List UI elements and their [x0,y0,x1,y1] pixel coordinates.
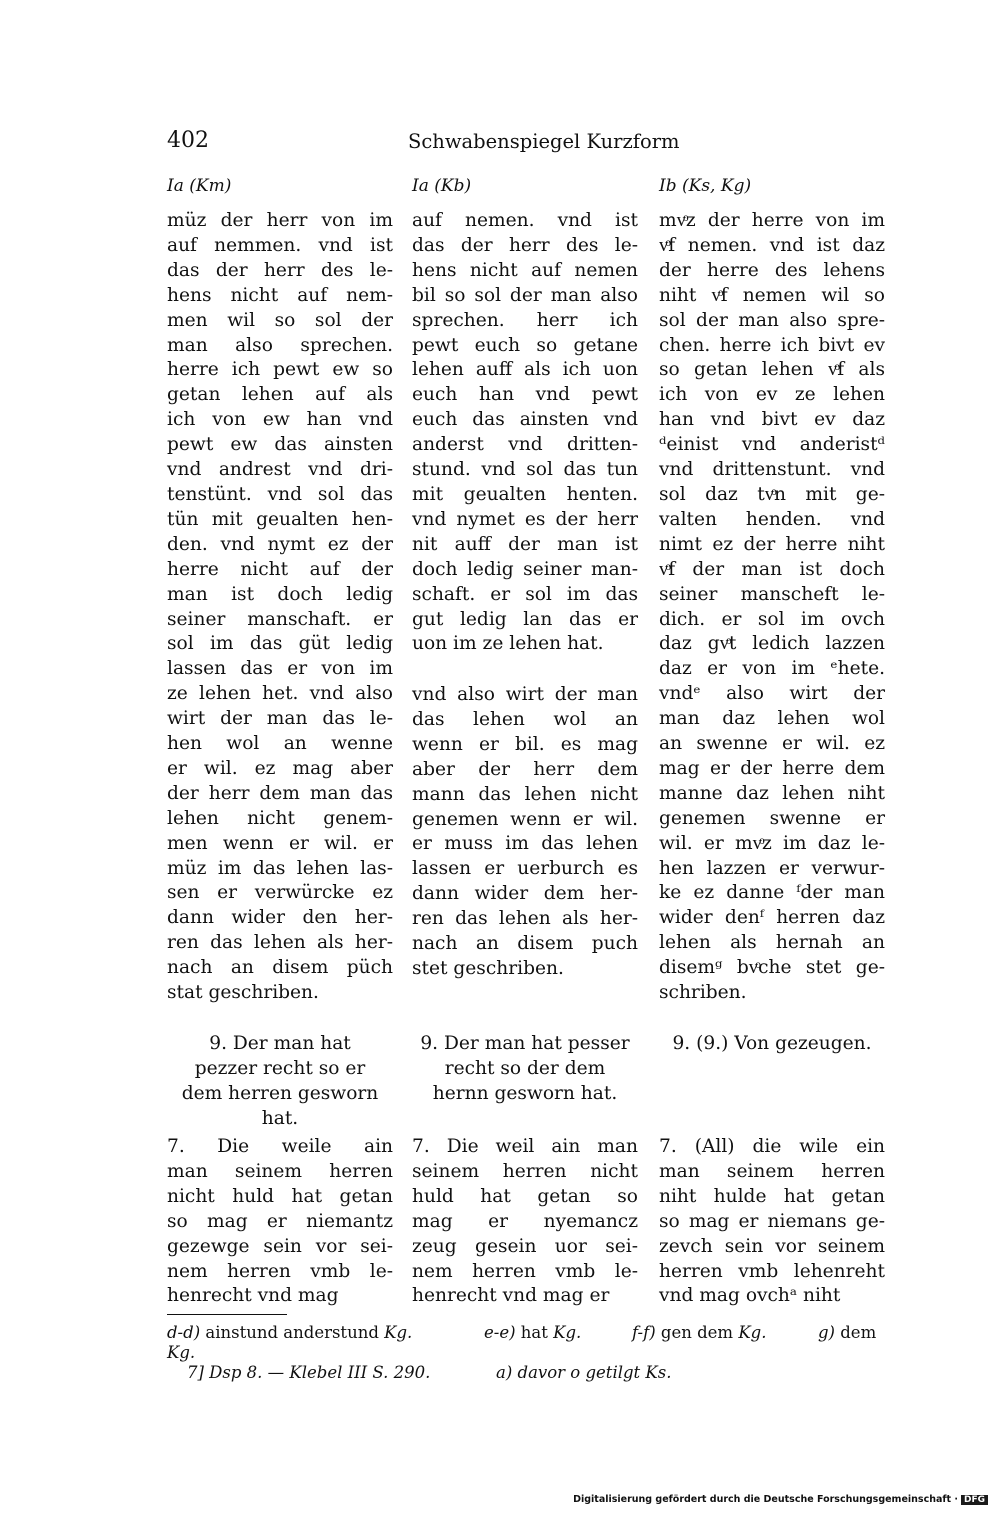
footnote-ff [632,1323,766,1342]
text-line: hen lazzen er verwur- [659,857,885,879]
text-line: dich. er sol im ovch [659,608,885,630]
text-line: euch han vnd pewt [412,384,638,406]
text-line: bil so sol der man also [412,284,638,306]
text-line: valten henden. vnd [659,508,885,530]
footnote-label: e-e) [484,1323,516,1342]
text-line: ren das lehen als her- [412,908,638,930]
text-line: nit auff der man ist [412,533,638,555]
text-line: müz im das lehen las- [167,857,393,879]
text-line: pewt ew das ainsten [167,434,393,456]
text-line: mit geualten henten. [412,483,638,505]
text-line: er wil. ez mag aber [167,757,393,779]
text-line: wenn er bil. es mag [412,733,638,755]
footnote-source-reference: 7] Dsp 8. — Klebel III S. 290. [187,1363,431,1382]
text-line: nimt ez der herre niht [659,533,885,555]
footnote-text: dem [840,1323,877,1342]
text-line: vnd andrest vnd dri- [167,459,393,481]
text-line: nach an disem püch [167,957,393,979]
text-line: getan lehen auf als [167,384,393,406]
text-line: han vnd bivt ev daz [659,409,885,431]
text-line: niht vͦf nemen wil so [659,284,885,306]
text-line: das lehen wol an [412,708,638,730]
text-line: nicht huld hat getan [167,1185,393,1207]
text-line: man seinem herren [167,1160,393,1182]
text-line: das der herr des le- [167,259,393,281]
footnote-siglum: Kg. [384,1323,413,1342]
text-line: mag er nyemancz [412,1210,638,1232]
text-line: ren das lehen als her- [167,932,393,954]
text-line: herre ich pewt ew so [167,359,393,381]
text-line: hat. [261,1107,299,1129]
text-line: den. vnd nymt ez der [167,533,393,555]
text-line: lassen er uerburch es [412,858,638,880]
text-line: so mag er niemantz [167,1210,393,1232]
column-heading-c: Ib (Ks, Kg) [659,176,752,196]
text-line: müz der herr von im [167,210,393,231]
text-line: euch das ainsten vnd [412,409,638,431]
text-line: 9. Der man hat [209,1033,351,1054]
running-title: Schwabenspiegel Kurzform [408,130,680,153]
text-line: dann wider dem her- [412,883,638,905]
text-line: men wil so sol der [167,309,393,331]
text-line: dem herren gesworn [181,1082,379,1104]
text-line: vnd also wirt der man [412,684,638,705]
text-line: wil. er mvͦz im daz le- [659,832,885,854]
digitization-credit [573,1494,988,1505]
column-a-section-title [167,1032,393,1132]
text-line: stund. vnd sol das tun [412,459,638,481]
text-line: men wenn er wil. er [167,832,393,854]
column-c-section-text [659,1135,885,1309]
footnote-label: f-f) [632,1323,656,1342]
footnote-text: hat [520,1323,548,1342]
text-line: mann das lehen nicht [412,783,638,805]
text-line: genemen swenne er [659,807,885,829]
column-b-section-title [412,1032,638,1107]
text-line: lassen das er von im [167,658,393,680]
text-line: genemen wenn er wil. [412,808,638,830]
text-line: tün mit geualten hen- [167,508,393,530]
text-line: hen wol an wenne [167,733,393,755]
text-line: aber der herr dem [412,758,638,780]
text-line: mvͦz der herre von im [659,210,885,231]
text-line: so getan lehen vͦf als [659,359,885,381]
text-line: nach an disem puch [412,933,638,955]
text-line: wider denᶠ herren daz [659,907,885,929]
text-line: auf nemen. vnd ist [412,210,638,231]
text-line: er muss im das lehen [412,833,638,855]
text-line: henrecht vnd mag [167,1285,339,1307]
text-line: ich von ew han vnd [167,409,393,431]
text-line: hernn gesworn hat. [432,1082,618,1104]
column-b-main-text-continued [412,683,638,982]
footnote-rule [167,1314,287,1315]
footnote-siglum: Kg. [553,1323,582,1342]
text-line: hens nicht auf nemen [412,259,638,281]
text-line: vnd nymet es der herr [412,508,638,530]
footnote-label: d-d) [167,1323,201,1342]
text-line: ᵈeinist vnd anderistᵈ [659,434,885,456]
text-line: doch ledig seiner man- [412,558,638,580]
text-line: pewt euch so getane [412,334,638,356]
text-line: uon im ze lehen hat. [412,633,604,655]
text-line: seinem herren nicht [412,1160,638,1182]
text-line: chen. herre ich bivt ev [659,334,885,356]
text-line: man seinem herren [659,1160,885,1182]
text-line: sol im das güt ledig [167,633,393,655]
text-line: stat geschriben. [167,982,319,1004]
column-heading-b: Ia (Kb) [412,176,472,196]
text-line: wirt der man das le- [167,708,393,730]
text-line: auf nemmen. vnd ist [167,234,393,256]
text-line: zevch sein vor seinem [659,1235,885,1257]
text-line: herre nicht auf der [167,558,393,580]
text-line: lehen auff als ich uon [412,359,638,381]
text-line: ze lehen het. vnd also [167,683,393,705]
footnote-g-siglum: Kg. [167,1343,196,1362]
text-line: das der herr des le- [412,234,638,256]
text-line: vͦf der man ist doch [659,558,885,580]
text-line: lehen als hernah an [659,932,885,954]
digitization-text: Digitalisierung gefördert durch die Deutsche Forschungsgemeinschaft · [573,1494,958,1505]
text-line: stet geschriben. [412,957,564,979]
text-line: 7. Die weil ain man [412,1136,638,1157]
text-line: zeug gesein uor sei- [412,1235,638,1257]
text-line: mag er der herre dem [659,757,885,779]
text-line: vnd drittenstunt. vnd [659,459,885,481]
text-line: daz gvͦt ledich lazzen [659,633,885,655]
text-line: sol daz tvͦn mit ge- [659,483,885,505]
text-line: man ist doch ledig [167,583,393,605]
text-line: dann wider den her- [167,907,393,929]
text-line: nem herren vmb le- [167,1260,393,1282]
footnote-a: a) davor o getilgt Ks. [496,1363,672,1382]
column-a-main-text [167,209,393,1006]
text-line: der herre des lehens [659,259,885,281]
text-line: disemᵍ bvͦche stet ge- [659,957,885,979]
text-line: nem herren vmb le- [412,1260,638,1282]
footnote-text: gen dem [660,1323,734,1342]
text-line: an swenne er wil. ez [659,733,885,755]
text-line: ich von ev ze lehen [659,384,885,406]
text-line: herren vmb lehenreht [659,1260,885,1282]
text-line: hens nicht auf nem- [167,284,393,306]
column-c-main-text [659,209,885,1006]
text-line: vnd mag ovchᵃ niht [659,1285,841,1307]
footnote-text: ainstund anderstund [205,1323,379,1342]
text-line: manne daz lehen niht [659,782,885,804]
text-line: henrecht vnd mag er [412,1285,610,1307]
text-line: lehen nicht genem- [167,807,393,829]
text-line: anderst vnd dritten- [412,434,638,456]
column-heading-a: Ia (Km) [167,176,232,196]
column-c-section-title [659,1032,885,1057]
dfg-logo: DFG [961,1495,988,1505]
text-line: man also sprechen. [167,334,393,356]
text-line: huld hat getan so [412,1185,638,1207]
text-line: schriben. [659,982,747,1004]
text-line: man daz lehen wol [659,708,885,730]
footnote-ee [484,1323,581,1342]
text-line: gezewge sein vor sei- [167,1235,393,1257]
footnote-siglum: Kg. [738,1323,767,1342]
text-line: vndᵉ also wirt der [659,683,885,705]
text-line: ke ez danne ᶠder man [659,882,885,904]
text-line: seiner manscheft le- [659,583,885,605]
text-line: seiner manschaft. er [167,608,393,630]
footnote-dd [167,1323,412,1342]
text-line: sprechen. herr ich [412,309,638,331]
text-line: niht hulde hat getan [659,1185,885,1207]
column-b-section-text [412,1135,638,1309]
text-line: schaft. er sol im das [412,583,638,605]
text-line: vͦf nemen. vnd ist daz [659,234,885,256]
text-line: 7. (All) die wile ein [659,1136,885,1157]
column-b-main-text [412,209,638,657]
footnote-g [818,1323,876,1342]
text-line: 7. Die weile ain [167,1136,393,1157]
text-line: 9. Der man hat pesser [420,1033,630,1054]
text-line: recht so der dem [444,1057,606,1079]
footnote-label: g) [818,1323,835,1342]
text-line: gut ledig lan das er [412,608,638,630]
text-line: daz er von im ᵉhete. [659,658,885,680]
text-line: sen er verwürcke ez [167,882,393,904]
text-line: pezzer recht so er [194,1057,366,1079]
column-a-section-text [167,1135,393,1309]
text-line: so mag er niemans ge- [659,1210,885,1232]
text-line: tenstünt. vnd sol das [167,483,393,505]
text-line: 9. (9.) Von gezeugen. [672,1033,872,1054]
text-line: der herr dem man das [167,782,393,804]
page-number: 402 [167,128,209,153]
text-line: sol der man also spre- [659,309,885,331]
